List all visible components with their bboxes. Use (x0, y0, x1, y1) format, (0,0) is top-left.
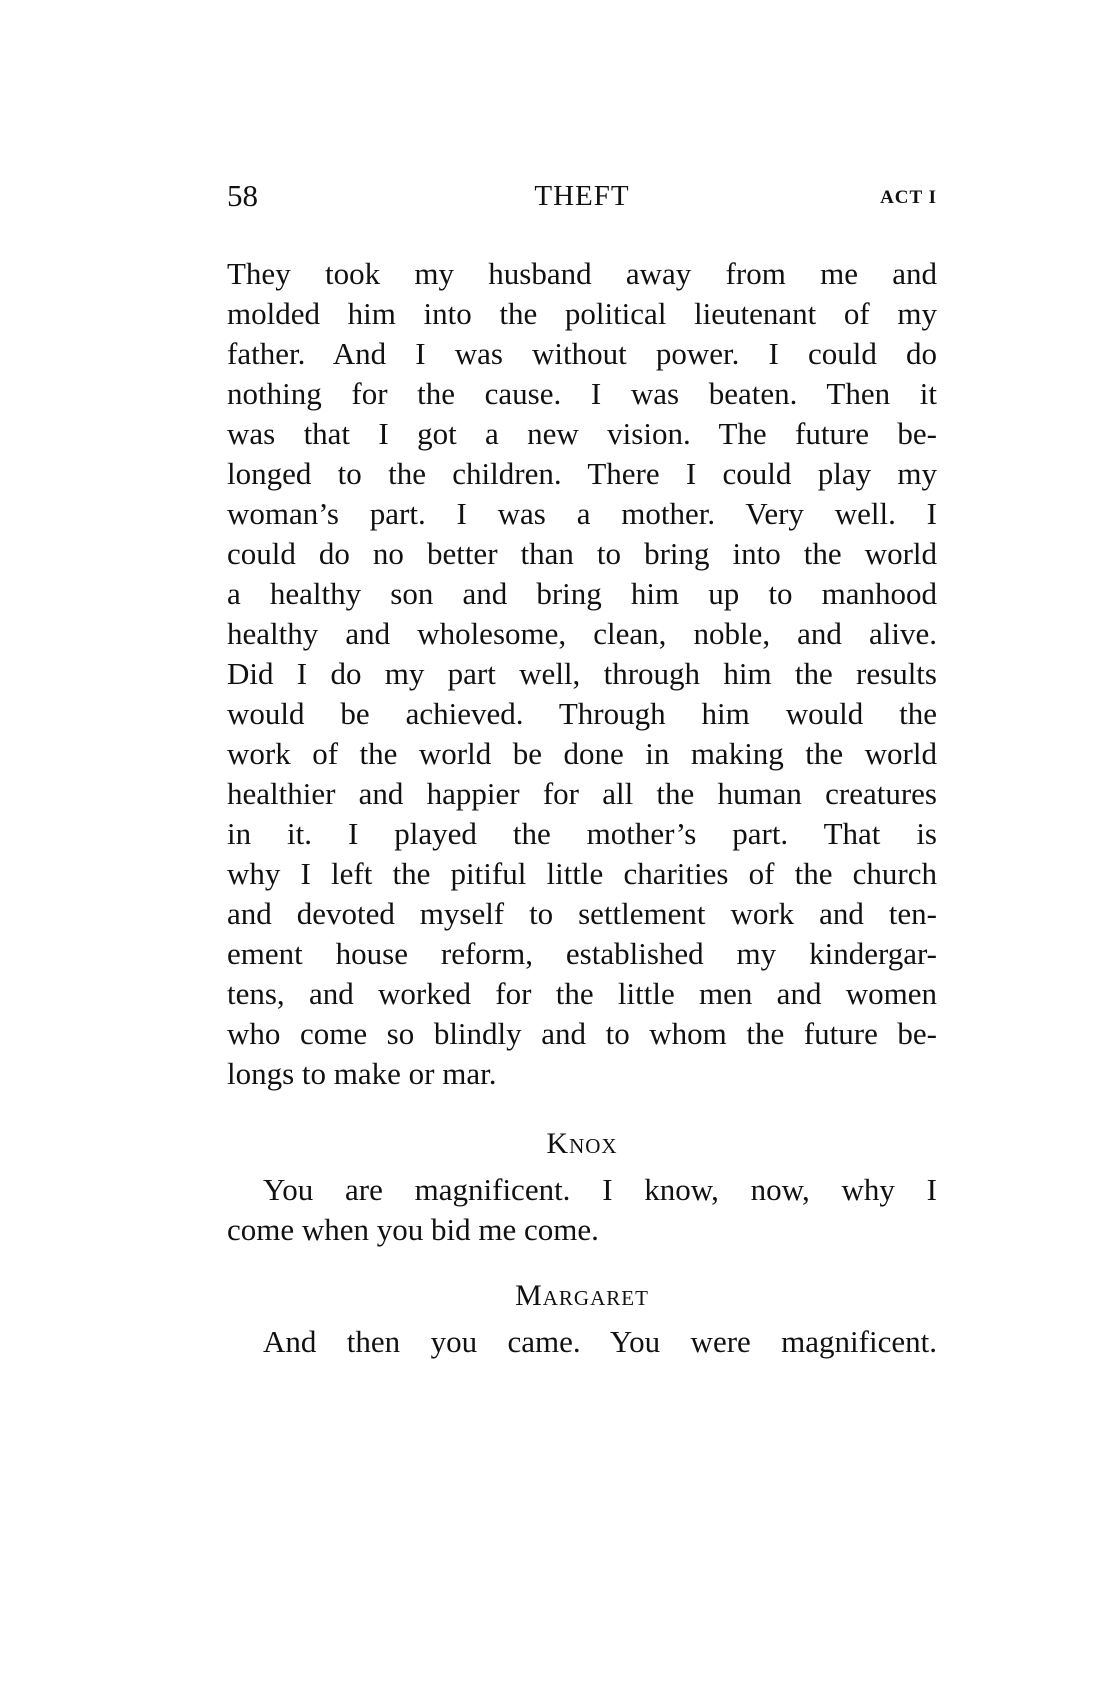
text-line: longs to make or mar. (227, 1056, 497, 1091)
text-line: And then you came. You were magnificent. (263, 1324, 937, 1359)
text-line: molded him into the political lieutenant of my (227, 296, 937, 331)
text-line: healthier and happier for all the human creatures (227, 776, 937, 811)
text-line: come when you bid me come. (227, 1212, 599, 1247)
text-line: was that I got a new vision. The future be- (227, 416, 937, 451)
knox-speech (227, 1170, 937, 1250)
text-line: longed to the children. There I could play my (227, 456, 937, 491)
speaker-name-knox: Knox (546, 1127, 618, 1160)
text-line: They took my husband away from me and (227, 256, 937, 291)
text-line: could do no better than to bring into the world (227, 536, 937, 571)
margaret-paragraph (227, 254, 937, 1094)
text-line: father. And I was without power. I could do (227, 336, 937, 371)
text-line: in it. I played the mother’s part. That is (227, 816, 937, 851)
text-line: woman’s part. I was a mother. Very well. I (227, 496, 937, 531)
text-line: You are magnificent. I know, now, why I (263, 1172, 937, 1207)
text-line: tens, and worked for the little men and women (227, 976, 937, 1011)
body-text (227, 254, 937, 1362)
speaker-name-margaret: Margaret (515, 1279, 649, 1312)
text-line: who come so blindly and to whom the future be- (227, 1016, 937, 1051)
text-line: Did I do my part well, through him the results (227, 656, 937, 691)
text-line: why I left the pitiful little charities of the church (227, 856, 937, 891)
text-line: a healthy son and bring him up to manhood (227, 576, 937, 611)
text-line: work of the world be done in making the world (227, 736, 937, 771)
text-line: ement house reform, established my kindergar- (227, 936, 937, 971)
running-title: THEFT (534, 180, 630, 212)
act-label: ACT I (880, 187, 937, 208)
text-line: healthy and wholesome, clean, noble, and alive. (227, 616, 937, 651)
margaret-speech (227, 1322, 937, 1362)
running-head (227, 176, 937, 216)
text-line: nothing for the cause. I was beaten. Then it (227, 376, 937, 411)
text-line: would be achieved. Through him would the (227, 696, 937, 731)
text-line: and devoted myself to settlement work and ten- (227, 896, 937, 931)
page-number: 58 (227, 178, 258, 213)
